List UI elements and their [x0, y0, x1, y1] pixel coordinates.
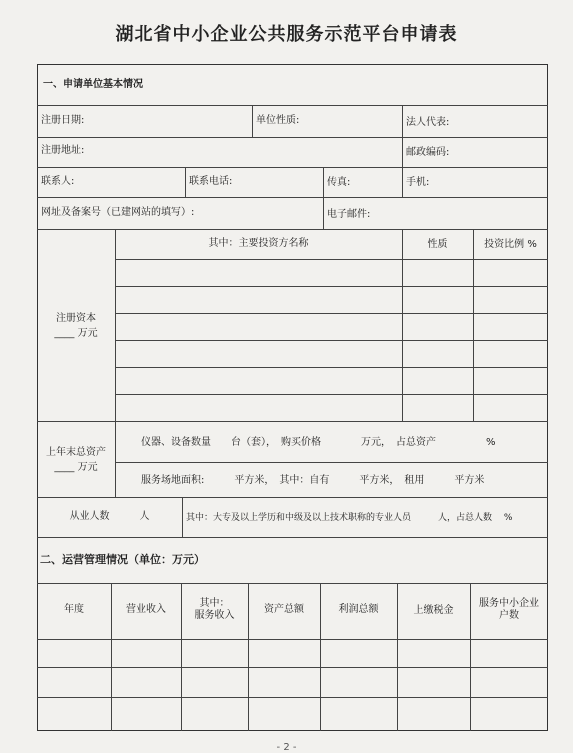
row-divider [37, 421, 548, 422]
col-divider [402, 229, 403, 421]
website-label: 网址及备案号（已建网站的填写）: [41, 207, 195, 218]
investor-nature-header: 性质 [427, 239, 448, 250]
application-form [37, 64, 548, 731]
col-sme-served: 服务中小企业 户数 [479, 598, 539, 621]
investor-row-line [115, 340, 548, 341]
page-number: - 2 - [276, 742, 297, 753]
col-divider [402, 167, 403, 197]
equipment-line: 仪器、设备数量 台（套）， 购买价格 万元， 占总资产 % [141, 437, 496, 448]
row-divider [37, 105, 548, 106]
postal-code-label: 邮政编码: [406, 147, 450, 158]
total-assets-label: 上年末总资产 [46, 447, 106, 458]
col-total-assets: 资产总额 [264, 604, 304, 615]
col-divider [402, 105, 403, 167]
col-year: 年度 [64, 604, 84, 615]
form-title: 湖北省中小企业公共服务示范平台申请表 [115, 24, 458, 45]
unit-nature-label: 单位性质: [256, 115, 300, 126]
email-label: 电子邮件: [327, 209, 371, 220]
investor-row-line [115, 259, 548, 260]
section1-heading: 一、申请单位基本情况 [43, 79, 143, 90]
row-divider [37, 229, 548, 230]
reg-capital-label: 注册资本 [56, 313, 96, 324]
col-divider [115, 229, 116, 497]
assets-row-line [115, 462, 548, 463]
row-divider [37, 667, 548, 668]
row-divider [37, 167, 548, 168]
investor-row-line [115, 394, 548, 395]
col-tax-paid: 上缴税金 [413, 605, 454, 616]
contact-phone-label: 联系电话: [189, 176, 233, 187]
col-divider [182, 497, 183, 537]
row-divider [37, 137, 548, 138]
reg-date-label: 注册日期: [41, 115, 85, 126]
section2-heading: 二、运营管理情况（单位：万元） [40, 553, 205, 566]
total-assets-unit: ____ 万元 [54, 462, 98, 473]
investor-row-line [115, 313, 548, 314]
investor-row-line [115, 286, 548, 287]
col-service-revenue: 其中： 服务收入 [194, 598, 235, 621]
col-divider [252, 105, 253, 137]
col-total-profit: 利润总额 [338, 604, 379, 615]
col-divider [323, 167, 324, 229]
row-divider [37, 639, 548, 640]
investor-ratio-header: 投资比例 % [484, 239, 537, 250]
col-revenue: 营业收入 [126, 604, 166, 615]
employees-label: 从业人数 人 [69, 511, 150, 522]
mobile-label: 手机: [406, 177, 430, 188]
legal-rep-label: 法人代表: [406, 117, 450, 128]
row-divider [37, 697, 548, 698]
row-divider [37, 537, 548, 538]
row-divider [37, 197, 548, 198]
row-divider [37, 497, 548, 498]
employees-detail: 其中：大专及以上学历和中级及以上技术职称的专业人员 人，占总人数 % [186, 513, 513, 523]
col-divider [473, 229, 474, 421]
venue-line: 服务场地面积: 平方米， 其中：自有 平方米， 租用 平方米 [141, 475, 485, 486]
investor-row-line [115, 367, 548, 368]
row-divider [37, 583, 548, 584]
reg-address-label: 注册地址: [41, 145, 85, 156]
col-divider [185, 167, 186, 197]
investor-name-header: 其中：主要投资方名称 [208, 238, 309, 249]
reg-capital-unit: ____ 万元 [54, 328, 98, 339]
fax-label: 传真: [327, 177, 351, 188]
contact-label: 联系人: [41, 176, 75, 187]
